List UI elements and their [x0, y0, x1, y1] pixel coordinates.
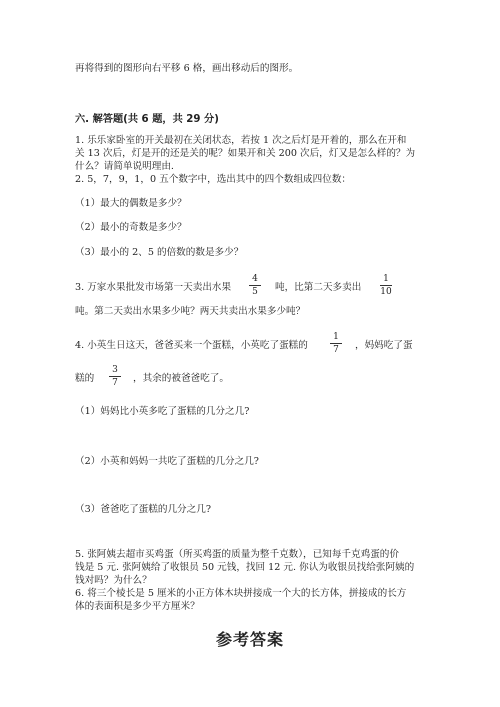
- q2-stem: 2. 5，7，9，1，0 五个数字中，选出其中的四个数组成四位数：: [75, 174, 352, 185]
- q4-part-4: ，其余的被爸爸吃了。: [133, 373, 229, 384]
- q4-fraction-2-denominator: 7: [112, 378, 118, 388]
- q3-part-2: 吨，比第二天多卖出: [275, 282, 362, 293]
- q4-sub-3: （3）爸爸吃了蛋糕的几分之几?: [75, 504, 211, 515]
- q5-line-2: 钱是 5 元. 张阿姨给了收银员 50 元钱，找回 12 元. 你认为收银员找给张阿姨的: [75, 562, 415, 573]
- section-six-title: 六. 解答题(共 6 题，共 29 分): [75, 114, 219, 125]
- q5-line-1: 5. 张阿姨去超市买鸡蛋（所买鸡蛋的质量为整千克数），已知每千克鸡蛋的价: [75, 549, 399, 560]
- q4-fraction-1: [328, 332, 344, 355]
- q4-fraction-2: [107, 365, 123, 388]
- q2-sub-3: （3）最小的 2、5 的倍数的数是多少？: [75, 247, 244, 258]
- intro-line: 再将得到的图形向右平移 6 格，画出移动后的图形。: [75, 63, 299, 74]
- q3-line-2: 吨。第二天卖出水果多少吨？两天共卖出水果多少吨？: [75, 306, 306, 317]
- q4-fraction-2-numerator: 3: [112, 365, 118, 375]
- q4-part-3: 糕的: [75, 373, 95, 384]
- fraction-bar: [380, 285, 392, 286]
- q3-fraction-1-numerator: 4: [252, 274, 258, 284]
- q4-part-2: ，妈妈吃了蛋: [355, 340, 413, 351]
- q1-line-3: 什么？请简单说明理由.: [75, 161, 174, 172]
- fraction-bar: [330, 343, 342, 344]
- q5-line-3: 钱对吗？为什么？: [75, 575, 152, 586]
- q2-sub-2: （2）最小的奇数是多少？: [75, 222, 187, 233]
- q3-fraction-1: [247, 274, 263, 297]
- answer-heading: 参考答案: [215, 630, 284, 649]
- q3-fraction-1-denominator: 5: [252, 287, 258, 297]
- q3-fraction-2: [378, 274, 394, 297]
- fraction-bar: [249, 285, 261, 286]
- q4-part-1: 4. 小英生日这天，爸爸买来一个蛋糕，小英吃了蛋糕的: [75, 340, 308, 351]
- q4-fraction-1-denominator: 7: [333, 345, 339, 355]
- q4-fraction-1-numerator: 1: [333, 332, 339, 342]
- q3-fraction-2-denominator: 10: [380, 287, 392, 297]
- q1-line-2: 关 13 次后，灯是开的还是关的呢？如果开和关 200 次后，灯又是怎么样的？为: [75, 148, 416, 159]
- q1-line-1: 1. 乐乐家卧室的开关最初在关闭状态，若按 1 次之后灯是开着的，那么在开和: [75, 135, 407, 146]
- q4-sub-2: （2）小英和妈妈一共吃了蛋糕的几分之几?: [75, 456, 259, 467]
- q3-fraction-2-numerator: 1: [383, 274, 389, 284]
- q4-sub-1: （1）妈妈比小英多吃了蛋糕的几分之几?: [75, 406, 250, 417]
- q6-line-2: 体的表面积是多少平方厘米？: [75, 601, 200, 612]
- q3-part-1: 3. 万家水果批发市场第一天卖出水果: [75, 282, 232, 293]
- fraction-bar: [109, 376, 121, 377]
- q6-line-1: 6. 将三个棱长是 5 厘米的小正方体木块拼接成一个大的长方体，拼接成的长方: [75, 588, 407, 599]
- q2-sub-1: （1）最大的偶数是多少？: [75, 198, 187, 209]
